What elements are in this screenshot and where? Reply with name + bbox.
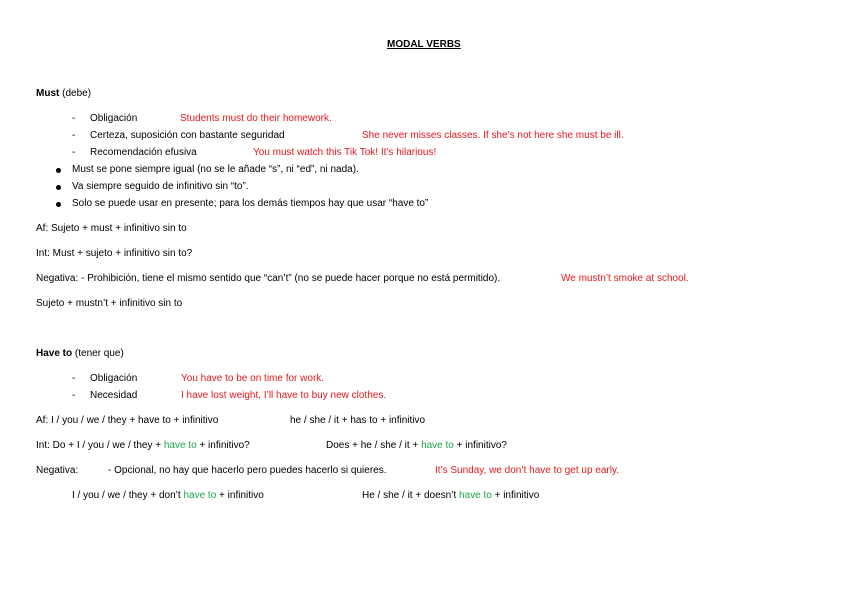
list-dash: - xyxy=(72,373,76,384)
list-dash: - xyxy=(72,130,76,141)
must-use-example: She never misses classes. If she’s not here she must be ill. xyxy=(362,130,624,141)
must-heading xyxy=(36,87,91,100)
must-note: Must se pone siempre igual (no se le añade “s”, ni “ed”, ni nada). xyxy=(72,164,359,175)
have-to-use-label: Necesidad xyxy=(90,390,138,401)
have-to-negative-example: It’s Sunday, we don’t have to get up early. xyxy=(435,465,620,476)
must-use-example: Students must do their homework. xyxy=(180,113,332,124)
highlight-have-to: have to xyxy=(163,440,197,451)
formula-text: + infinitivo xyxy=(216,490,264,501)
have-to-heading-gloss: (tener que) xyxy=(72,348,124,359)
formula-text: Does + he / she / it + xyxy=(326,440,422,451)
must-use-label: Recomendación efusiva xyxy=(90,147,197,158)
must-negative: Negativa: - Prohibición, tiene el mismo sentido que “can’t” (no se puede hacer porque no está permitido). xyxy=(36,273,501,284)
bullet-icon xyxy=(56,185,61,190)
formula-text: + infinitivo? xyxy=(196,440,250,451)
have-to-negative: - Opcional, no hay que hacerlo pero puedes hacerlo si quieres. xyxy=(108,465,387,476)
must-use-label: Certeza, suposición con bastante seguridad xyxy=(90,130,285,141)
formula-text: + infinitivo xyxy=(491,490,540,501)
must-use-label: Obligación xyxy=(90,113,138,124)
highlight-have-to: have to xyxy=(183,490,217,501)
highlight-have-to: have to xyxy=(459,490,492,501)
have-to-heading xyxy=(36,347,124,360)
must-affirmative: Af: Sujeto + must + infinitivo sin to xyxy=(36,223,187,234)
have-to-interrogative-plural xyxy=(36,439,250,452)
must-note: Va siempre seguido de infinitivo sin “to”. xyxy=(72,181,249,192)
formula-text: I / you / we / they + don’t xyxy=(72,490,184,501)
must-heading-gloss: (debe) xyxy=(59,88,92,99)
page-title: MODAL VERBS xyxy=(387,39,461,50)
have-to-use-example: You have to be on time for work. xyxy=(181,373,325,384)
list-dash: - xyxy=(72,147,76,158)
have-to-affirmative-plural: Af: I / you / we / they + have to + infinitivo xyxy=(36,415,219,426)
have-to-interrogative-singular xyxy=(326,439,507,452)
list-dash: - xyxy=(72,113,76,124)
formula-text: + infinitivo? xyxy=(453,440,507,451)
have-to-affirmative-singular: he / she / it + has to + infinitivo xyxy=(290,415,426,426)
must-negative-form: Sujeto + mustn’t + infinitivo sin to xyxy=(36,298,183,309)
bullet-icon xyxy=(56,168,61,173)
must-negative-example: We mustn’t smoke at school. xyxy=(561,273,689,284)
formula-text: Int: Do + I / you / we / they + xyxy=(36,440,164,451)
must-use-example: You must watch this Tik Tok! It’s hilarious! xyxy=(253,147,437,158)
must-heading-term: Must xyxy=(36,88,60,99)
must-note: Solo se puede usar en presente; para los demás tiempos hay que usar “have to” xyxy=(72,198,429,209)
formula-text: He / she / it + doesn’t xyxy=(362,490,459,501)
highlight-have-to: have to xyxy=(421,440,454,451)
have-to-use-label: Obligación xyxy=(90,373,138,384)
have-to-negative-singular xyxy=(362,489,539,502)
bullet-icon xyxy=(56,202,61,207)
list-dash: - xyxy=(72,390,76,401)
have-to-negative-plural xyxy=(72,489,264,502)
have-to-heading-term: Have to xyxy=(36,348,73,359)
have-to-use-example: I have lost weight, I’ll have to buy new clothes. xyxy=(181,390,387,401)
must-interrogative: Int: Must + sujeto + infinitivo sin to? xyxy=(36,248,193,259)
have-to-negative-label: Negativa: xyxy=(36,465,79,476)
